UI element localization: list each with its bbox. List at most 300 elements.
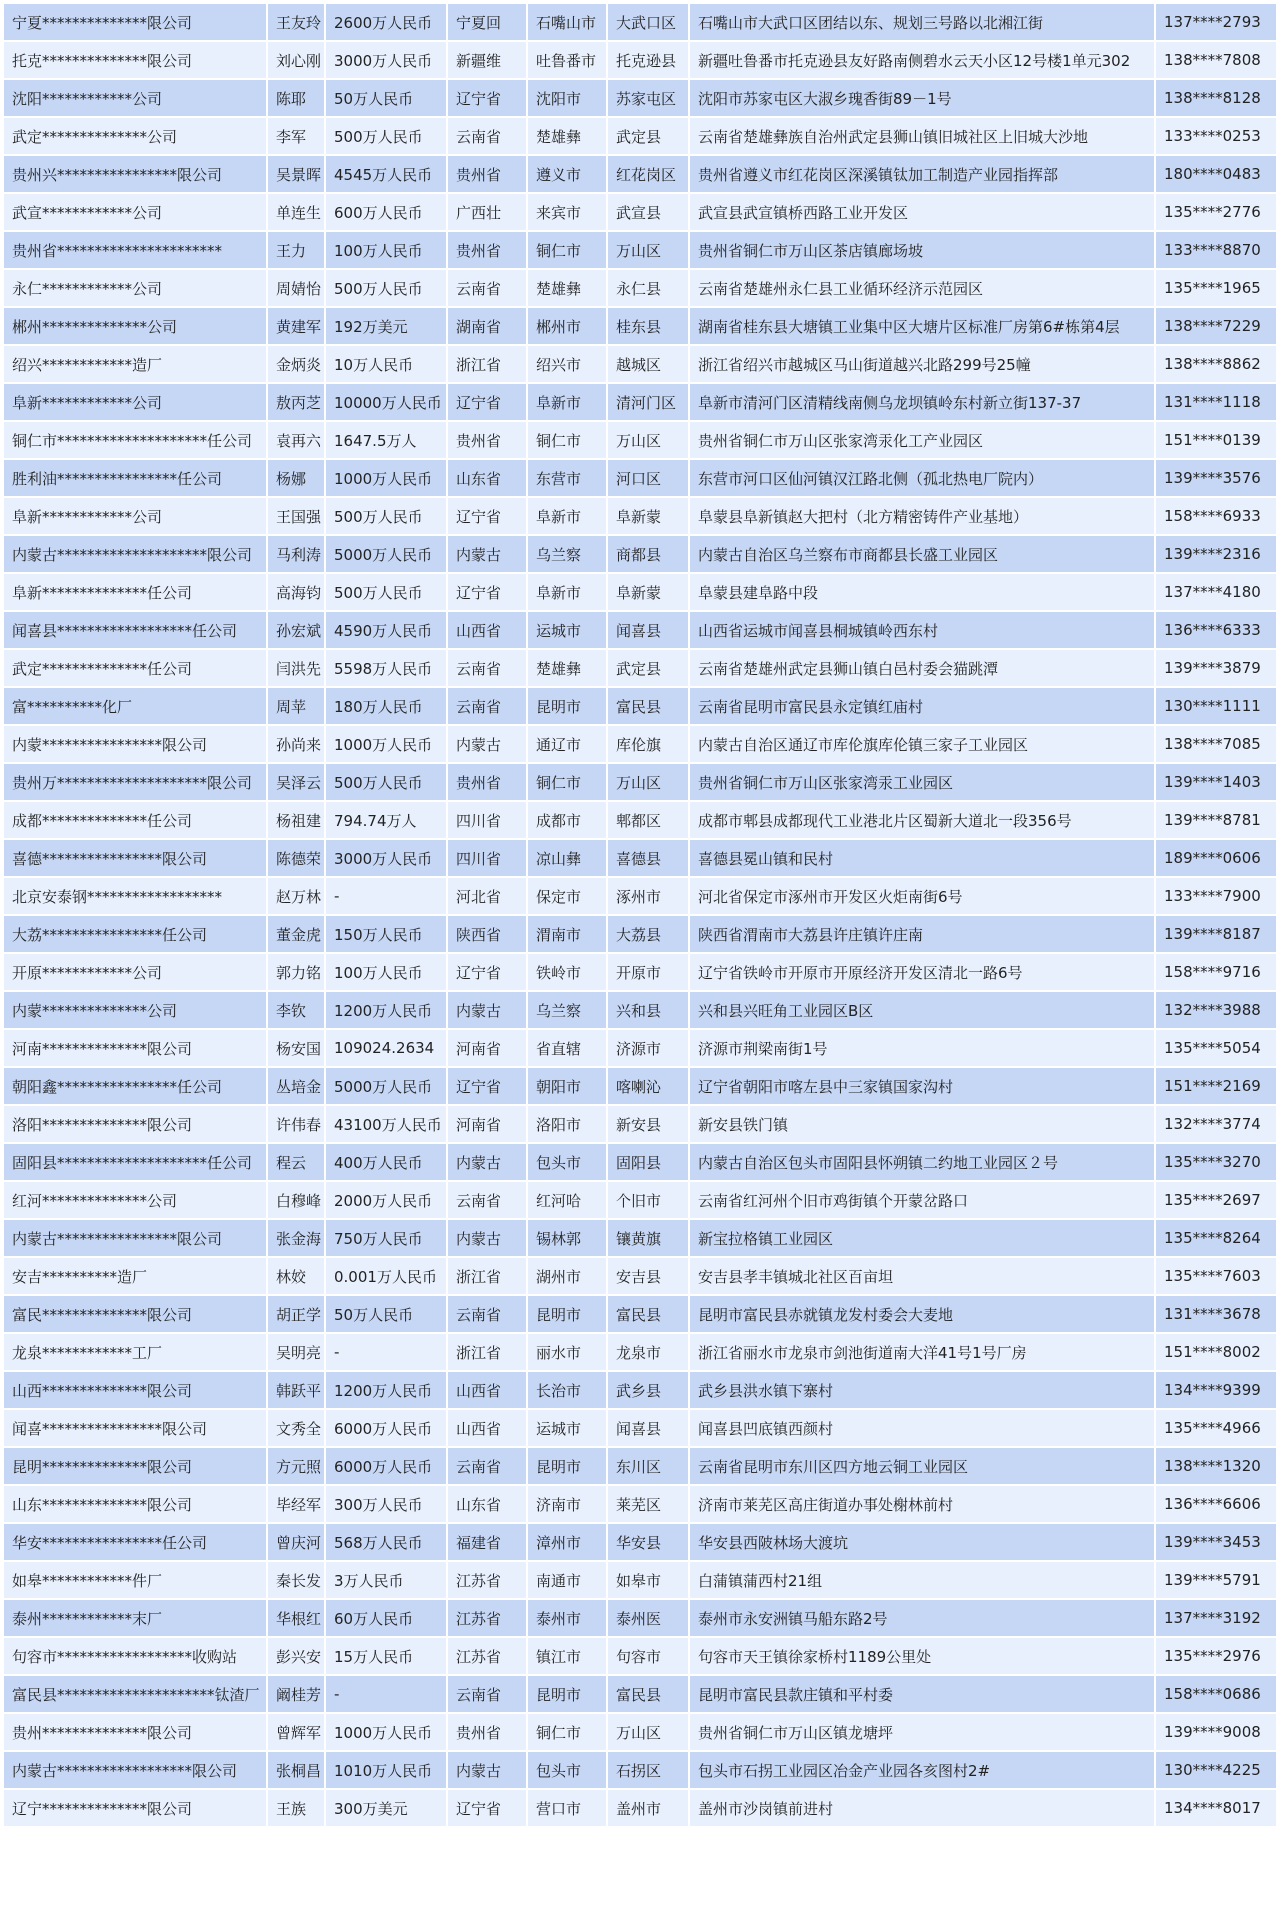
address-cell: 阜蒙县阜新镇赵大把村（北方精密铸件产业基地） [690, 498, 1154, 534]
phone-cell: 134****9399 [1156, 1372, 1276, 1408]
city-cell: 锡林郭 [528, 1220, 606, 1256]
province-cell: 云南省 [448, 1676, 526, 1712]
company-name-cell: 富民县*********************钛渣厂 [4, 1676, 266, 1712]
address-cell: 浙江省绍兴市越城区马山街道越兴北路299号25幢 [690, 346, 1154, 382]
province-cell: 河北省 [448, 878, 526, 914]
registered-capital-cell: 1000万人民币 [326, 1714, 446, 1750]
district-cell: 开原市 [608, 954, 688, 990]
registered-capital-cell: 2000万人民币 [326, 1182, 446, 1218]
legal-rep-cell: 吴泽云 [268, 764, 324, 800]
registered-capital-cell: 568万人民币 [326, 1524, 446, 1560]
phone-cell: 135****3270 [1156, 1144, 1276, 1180]
province-cell: 辽宁省 [448, 1790, 526, 1826]
company-name-cell: 闻喜****************限公司 [4, 1410, 266, 1446]
table-row [4, 726, 1276, 762]
table-row [4, 232, 1276, 268]
table-row [4, 194, 1276, 230]
company-name-cell: 阜新************公司 [4, 498, 266, 534]
phone-cell: 139****2316 [1156, 536, 1276, 572]
legal-rep-cell: 黄建军 [268, 308, 324, 344]
district-cell: 大武口区 [608, 4, 688, 40]
company-name-cell: 北京安泰钢****************** [4, 878, 266, 914]
legal-rep-cell: 程云 [268, 1144, 324, 1180]
legal-rep-cell: 华根红 [268, 1600, 324, 1636]
table-row [4, 992, 1276, 1028]
phone-cell: 135****2697 [1156, 1182, 1276, 1218]
legal-rep-cell: 毕经军 [268, 1486, 324, 1522]
legal-rep-cell: 周苹 [268, 688, 324, 724]
registered-capital-cell: 100万人民币 [326, 232, 446, 268]
city-cell: 郴州市 [528, 308, 606, 344]
city-cell: 漳州市 [528, 1524, 606, 1560]
phone-cell: 139****8781 [1156, 802, 1276, 838]
city-cell: 铜仁市 [528, 232, 606, 268]
address-cell: 贵州省铜仁市万山区张家湾汞工业园区 [690, 764, 1154, 800]
district-cell: 富民县 [608, 688, 688, 724]
company-table-container [2, 2, 1278, 1828]
address-cell: 泰州市永安洲镇马船东路2号 [690, 1600, 1154, 1636]
company-name-cell: 阜新************公司 [4, 384, 266, 420]
company-name-cell: 铜仁市********************任公司 [4, 422, 266, 458]
table-row [4, 1676, 1276, 1712]
address-cell: 兴和县兴旺角工业园区B区 [690, 992, 1154, 1028]
company-name-cell: 句容市******************收购站 [4, 1638, 266, 1674]
address-cell: 陕西省渭南市大荔县许庄镇许庄南 [690, 916, 1154, 952]
table-row [4, 1068, 1276, 1104]
company-name-cell: 富**********化厂 [4, 688, 266, 724]
table-row [4, 1410, 1276, 1446]
company-name-cell: 开原************公司 [4, 954, 266, 990]
registered-capital-cell: 500万人民币 [326, 498, 446, 534]
address-cell: 昆明市富民县赤就镇龙发村委会大麦地 [690, 1296, 1154, 1332]
city-cell: 南通市 [528, 1562, 606, 1598]
city-cell: 铁岭市 [528, 954, 606, 990]
table-row [4, 1144, 1276, 1180]
legal-rep-cell: 单连生 [268, 194, 324, 230]
district-cell: 个旧市 [608, 1182, 688, 1218]
company-name-cell: 山东**************限公司 [4, 1486, 266, 1522]
district-cell: 万山区 [608, 232, 688, 268]
city-cell: 长治市 [528, 1372, 606, 1408]
company-name-cell: 胜利油****************任公司 [4, 460, 266, 496]
registered-capital-cell: 1200万人民币 [326, 992, 446, 1028]
city-cell: 包头市 [528, 1144, 606, 1180]
table-row [4, 840, 1276, 876]
city-cell: 楚雄彝 [528, 650, 606, 686]
registered-capital-cell: 6000万人民币 [326, 1410, 446, 1446]
registered-capital-cell: 1010万人民币 [326, 1752, 446, 1788]
district-cell: 红花岗区 [608, 156, 688, 192]
registered-capital-cell: 50万人民币 [326, 1296, 446, 1332]
province-cell: 贵州省 [448, 156, 526, 192]
company-name-cell: 红河**************公司 [4, 1182, 266, 1218]
company-name-cell: 泰州************末厂 [4, 1600, 266, 1636]
registered-capital-cell: 3000万人民币 [326, 42, 446, 78]
company-name-cell: 沈阳************公司 [4, 80, 266, 116]
address-cell: 湖南省桂东县大塘镇工业集中区大塘片区标准厂房第6#栋第4层 [690, 308, 1154, 344]
company-name-cell: 辽宁**************限公司 [4, 1790, 266, 1826]
table-row [4, 498, 1276, 534]
company-name-cell: 内蒙****************限公司 [4, 726, 266, 762]
table-row [4, 1752, 1276, 1788]
table-row [4, 954, 1276, 990]
registered-capital-cell: 500万人民币 [326, 270, 446, 306]
city-cell: 遵义市 [528, 156, 606, 192]
province-cell: 贵州省 [448, 422, 526, 458]
province-cell: 贵州省 [448, 1714, 526, 1750]
district-cell: 武宣县 [608, 194, 688, 230]
legal-rep-cell: 张金海 [268, 1220, 324, 1256]
province-cell: 浙江省 [448, 1258, 526, 1294]
table-row [4, 118, 1276, 154]
legal-rep-cell: 方元照 [268, 1448, 324, 1484]
phone-cell: 135****1965 [1156, 270, 1276, 306]
company-name-cell: 如皋************件厂 [4, 1562, 266, 1598]
district-cell: 大荔县 [608, 916, 688, 952]
city-cell: 楚雄彝 [528, 118, 606, 154]
phone-cell: 158****6933 [1156, 498, 1276, 534]
legal-rep-cell: 刘心刚 [268, 42, 324, 78]
address-cell: 云南省楚雄州武定县狮山镇白邑村委会猫跳潭 [690, 650, 1154, 686]
company-name-cell: 内蒙**************公司 [4, 992, 266, 1028]
legal-rep-cell: 秦长发 [268, 1562, 324, 1598]
company-name-cell: 喜德****************限公司 [4, 840, 266, 876]
city-cell: 昆明市 [528, 1448, 606, 1484]
province-cell: 内蒙古 [448, 992, 526, 1028]
address-cell: 内蒙古自治区乌兰察布市商都县长盛工业园区 [690, 536, 1154, 572]
district-cell: 喜德县 [608, 840, 688, 876]
table-row [4, 1030, 1276, 1066]
district-cell: 镶黄旗 [608, 1220, 688, 1256]
city-cell: 镇江市 [528, 1638, 606, 1674]
legal-rep-cell: 杨娜 [268, 460, 324, 496]
registered-capital-cell: 500万人民币 [326, 118, 446, 154]
district-cell: 武定县 [608, 118, 688, 154]
district-cell: 苏家屯区 [608, 80, 688, 116]
table-row [4, 612, 1276, 648]
table-row [4, 308, 1276, 344]
district-cell: 喀喇沁 [608, 1068, 688, 1104]
district-cell: 泰州医 [608, 1600, 688, 1636]
table-row [4, 650, 1276, 686]
district-cell: 莱芜区 [608, 1486, 688, 1522]
district-cell: 安吉县 [608, 1258, 688, 1294]
registered-capital-cell: - [326, 1676, 446, 1712]
city-cell: 沈阳市 [528, 80, 606, 116]
phone-cell: 139****3879 [1156, 650, 1276, 686]
registered-capital-cell: 0.001万人民币 [326, 1258, 446, 1294]
phone-cell: 131****1118 [1156, 384, 1276, 420]
city-cell: 楚雄彝 [528, 270, 606, 306]
legal-rep-cell: 闫洪先 [268, 650, 324, 686]
legal-rep-cell: 孙尚来 [268, 726, 324, 762]
legal-rep-cell: 马利涛 [268, 536, 324, 572]
address-cell: 山西省运城市闻喜县桐城镇岭西东村 [690, 612, 1154, 648]
address-cell: 闻喜县凹底镇西颜村 [690, 1410, 1154, 1446]
company-name-cell: 宁夏**************限公司 [4, 4, 266, 40]
province-cell: 江苏省 [448, 1562, 526, 1598]
city-cell: 红河哈 [528, 1182, 606, 1218]
city-cell: 洛阳市 [528, 1106, 606, 1142]
address-cell: 新疆吐鲁番市托克逊县友好路南侧碧水云天小区12号楼1单元302 [690, 42, 1154, 78]
district-cell: 富民县 [608, 1676, 688, 1712]
address-cell: 济源市荆梁南街1号 [690, 1030, 1154, 1066]
province-cell: 陕西省 [448, 916, 526, 952]
province-cell: 新疆维 [448, 42, 526, 78]
address-cell: 贵州省铜仁市万山区茶店镇廊场坡 [690, 232, 1154, 268]
table-row [4, 574, 1276, 610]
registered-capital-cell: 60万人民币 [326, 1600, 446, 1636]
phone-cell: 139****3576 [1156, 460, 1276, 496]
city-cell: 阜新市 [528, 498, 606, 534]
province-cell: 山东省 [448, 1486, 526, 1522]
legal-rep-cell: 李军 [268, 118, 324, 154]
city-cell: 昆明市 [528, 1676, 606, 1712]
district-cell: 万山区 [608, 422, 688, 458]
table-row [4, 1790, 1276, 1826]
table-row [4, 1486, 1276, 1522]
legal-rep-cell: 吴景晖 [268, 156, 324, 192]
province-cell: 云南省 [448, 688, 526, 724]
province-cell: 贵州省 [448, 764, 526, 800]
city-cell: 丽水市 [528, 1334, 606, 1370]
company-name-cell: 武定**************公司 [4, 118, 266, 154]
legal-rep-cell: 杨祖建 [268, 802, 324, 838]
phone-cell: 132****3988 [1156, 992, 1276, 1028]
company-name-cell: 贵州兴****************限公司 [4, 156, 266, 192]
legal-rep-cell: 董金虎 [268, 916, 324, 952]
table-row [4, 1714, 1276, 1750]
district-cell: 富民县 [608, 1296, 688, 1332]
address-cell: 喜德县冕山镇和民村 [690, 840, 1154, 876]
phone-cell: 133****7900 [1156, 878, 1276, 914]
district-cell: 郫都区 [608, 802, 688, 838]
city-cell: 凉山彝 [528, 840, 606, 876]
province-cell: 内蒙古 [448, 726, 526, 762]
legal-rep-cell: 王友玲 [268, 4, 324, 40]
registered-capital-cell: 10000万人民币 [326, 384, 446, 420]
district-cell: 东川区 [608, 1448, 688, 1484]
city-cell: 营口市 [528, 1790, 606, 1826]
legal-rep-cell: 许伟春 [268, 1106, 324, 1142]
company-name-cell: 武定**************任公司 [4, 650, 266, 686]
registered-capital-cell: 109024.2634 [326, 1030, 446, 1066]
address-cell: 成都市郫县成都现代工业港北片区蜀新大道北一段356号 [690, 802, 1154, 838]
phone-cell: 135****5054 [1156, 1030, 1276, 1066]
city-cell: 铜仁市 [528, 422, 606, 458]
city-cell: 昆明市 [528, 688, 606, 724]
legal-rep-cell: 李钦 [268, 992, 324, 1028]
address-cell: 华安县西陂林场大渡坑 [690, 1524, 1154, 1560]
district-cell: 新安县 [608, 1106, 688, 1142]
province-cell: 云南省 [448, 118, 526, 154]
district-cell: 商都县 [608, 536, 688, 572]
company-name-cell: 固阳县********************任公司 [4, 1144, 266, 1180]
province-cell: 江苏省 [448, 1638, 526, 1674]
province-cell: 辽宁省 [448, 574, 526, 610]
city-cell: 吐鲁番市 [528, 42, 606, 78]
address-cell: 云南省楚雄彝族自治州武定县狮山镇旧城社区上旧城大沙地 [690, 118, 1154, 154]
phone-cell: 138****8862 [1156, 346, 1276, 382]
district-cell: 石拐区 [608, 1752, 688, 1788]
company-name-cell: 昆明**************限公司 [4, 1448, 266, 1484]
province-cell: 山东省 [448, 460, 526, 496]
district-cell: 涿州市 [608, 878, 688, 914]
district-cell: 龙泉市 [608, 1334, 688, 1370]
address-cell: 贵州省铜仁市万山区张家湾汞化工产业园区 [690, 422, 1154, 458]
address-cell: 武宣县武宣镇桥西路工业开发区 [690, 194, 1154, 230]
legal-rep-cell: 袁再六 [268, 422, 324, 458]
table-row [4, 878, 1276, 914]
registered-capital-cell: 192万美元 [326, 308, 446, 344]
legal-rep-cell: 高海钧 [268, 574, 324, 610]
district-cell: 济源市 [608, 1030, 688, 1066]
phone-cell: 135****7603 [1156, 1258, 1276, 1294]
table-row [4, 802, 1276, 838]
address-cell: 新安县铁门镇 [690, 1106, 1154, 1142]
phone-cell: 135****8264 [1156, 1220, 1276, 1256]
province-cell: 辽宁省 [448, 80, 526, 116]
province-cell: 广西壮 [448, 194, 526, 230]
district-cell: 清河门区 [608, 384, 688, 420]
phone-cell: 137****2793 [1156, 4, 1276, 40]
city-cell: 乌兰察 [528, 992, 606, 1028]
phone-cell: 139****5791 [1156, 1562, 1276, 1598]
city-cell: 渭南市 [528, 916, 606, 952]
company-name-cell: 托克**************限公司 [4, 42, 266, 78]
province-cell: 云南省 [448, 270, 526, 306]
province-cell: 辽宁省 [448, 498, 526, 534]
legal-rep-cell: 白穆峰 [268, 1182, 324, 1218]
phone-cell: 136****6606 [1156, 1486, 1276, 1522]
registered-capital-cell: 5000万人民币 [326, 536, 446, 572]
table-row [4, 1296, 1276, 1332]
city-cell: 泰州市 [528, 1600, 606, 1636]
address-cell: 云南省楚雄州永仁县工业循环经济示范园区 [690, 270, 1154, 306]
registered-capital-cell: 4545万人民币 [326, 156, 446, 192]
district-cell: 万山区 [608, 764, 688, 800]
phone-cell: 138****7229 [1156, 308, 1276, 344]
province-cell: 四川省 [448, 840, 526, 876]
province-cell: 辽宁省 [448, 1068, 526, 1104]
phone-cell: 139****1403 [1156, 764, 1276, 800]
address-cell: 内蒙古自治区通辽市库伦旗库伦镇三家子工业园区 [690, 726, 1154, 762]
legal-rep-cell: 彭兴安 [268, 1638, 324, 1674]
city-cell: 昆明市 [528, 1296, 606, 1332]
address-cell: 武乡县洪水镇下寨村 [690, 1372, 1154, 1408]
table-row [4, 1600, 1276, 1636]
company-name-cell: 阜新**************任公司 [4, 574, 266, 610]
table-row [4, 156, 1276, 192]
registered-capital-cell: 10万人民币 [326, 346, 446, 382]
address-cell: 东营市河口区仙河镇汉江路北侧（孤北热电厂院内） [690, 460, 1154, 496]
province-cell: 四川省 [448, 802, 526, 838]
registered-capital-cell: 6000万人民币 [326, 1448, 446, 1484]
legal-rep-cell: 文秀全 [268, 1410, 324, 1446]
legal-rep-cell: 杨安国 [268, 1030, 324, 1066]
city-cell: 铜仁市 [528, 1714, 606, 1750]
table-row [4, 536, 1276, 572]
address-cell: 浙江省丽水市龙泉市剑池街道南大洋41号1号厂房 [690, 1334, 1154, 1370]
company-name-cell: 龙泉************工厂 [4, 1334, 266, 1370]
legal-rep-cell: 张桐昌 [268, 1752, 324, 1788]
company-table-body [4, 4, 1276, 1826]
city-cell: 铜仁市 [528, 764, 606, 800]
registered-capital-cell: 4590万人民币 [326, 612, 446, 648]
table-row [4, 1258, 1276, 1294]
table-row [4, 1334, 1276, 1370]
city-cell: 保定市 [528, 878, 606, 914]
district-cell: 固阳县 [608, 1144, 688, 1180]
phone-cell: 135****4966 [1156, 1410, 1276, 1446]
phone-cell: 138****1320 [1156, 1448, 1276, 1484]
registered-capital-cell: 3000万人民币 [326, 840, 446, 876]
table-row [4, 1220, 1276, 1256]
registered-capital-cell: 1000万人民币 [326, 460, 446, 496]
legal-rep-cell: 丛培金 [268, 1068, 324, 1104]
city-cell: 省直辖 [528, 1030, 606, 1066]
address-cell: 沈阳市苏家屯区大淑乡瑰香街89－1号 [690, 80, 1154, 116]
district-cell: 闻喜县 [608, 1410, 688, 1446]
company-name-cell: 洛阳**************限公司 [4, 1106, 266, 1142]
company-name-cell: 内蒙古******************限公司 [4, 1752, 266, 1788]
address-cell: 辽宁省铁岭市开原市开原经济开发区清北一路6号 [690, 954, 1154, 990]
legal-rep-cell: 王国强 [268, 498, 324, 534]
registered-capital-cell: 600万人民币 [326, 194, 446, 230]
company-name-cell: 内蒙古****************限公司 [4, 1220, 266, 1256]
district-cell: 武定县 [608, 650, 688, 686]
province-cell: 内蒙古 [448, 1752, 526, 1788]
address-cell: 昆明市富民县款庄镇和平村委 [690, 1676, 1154, 1712]
legal-rep-cell: 王族 [268, 1790, 324, 1826]
company-name-cell: 富民**************限公司 [4, 1296, 266, 1332]
registered-capital-cell: 100万人民币 [326, 954, 446, 990]
legal-rep-cell: 阚桂芳 [268, 1676, 324, 1712]
address-cell: 云南省红河州个旧市鸡街镇个开蒙岔路口 [690, 1182, 1154, 1218]
table-row [4, 460, 1276, 496]
registered-capital-cell: 150万人民币 [326, 916, 446, 952]
registered-capital-cell: - [326, 878, 446, 914]
address-cell: 辽宁省朝阳市喀左县中三家镇国家沟村 [690, 1068, 1154, 1104]
phone-cell: 158****0686 [1156, 1676, 1276, 1712]
company-name-cell: 武宣************公司 [4, 194, 266, 230]
province-cell: 内蒙古 [448, 536, 526, 572]
company-name-cell: 绍兴************造厂 [4, 346, 266, 382]
registered-capital-cell: 300万美元 [326, 1790, 446, 1826]
legal-rep-cell: 韩跃平 [268, 1372, 324, 1408]
province-cell: 浙江省 [448, 346, 526, 382]
address-cell: 新宝拉格镇工业园区 [690, 1220, 1154, 1256]
registered-capital-cell: 50万人民币 [326, 80, 446, 116]
district-cell: 阜新蒙 [608, 498, 688, 534]
phone-cell: 137****4180 [1156, 574, 1276, 610]
city-cell: 来宾市 [528, 194, 606, 230]
company-name-cell: 永仁************公司 [4, 270, 266, 306]
registered-capital-cell: 794.74万人 [326, 802, 446, 838]
province-cell: 内蒙古 [448, 1144, 526, 1180]
table-row [4, 1562, 1276, 1598]
province-cell: 福建省 [448, 1524, 526, 1560]
district-cell: 闻喜县 [608, 612, 688, 648]
registered-capital-cell: 3万人民币 [326, 1562, 446, 1598]
province-cell: 湖南省 [448, 308, 526, 344]
registered-capital-cell: 2600万人民币 [326, 4, 446, 40]
city-cell: 通辽市 [528, 726, 606, 762]
city-cell: 东营市 [528, 460, 606, 496]
phone-cell: 151****8002 [1156, 1334, 1276, 1370]
province-cell: 江苏省 [448, 1600, 526, 1636]
district-cell: 如皋市 [608, 1562, 688, 1598]
